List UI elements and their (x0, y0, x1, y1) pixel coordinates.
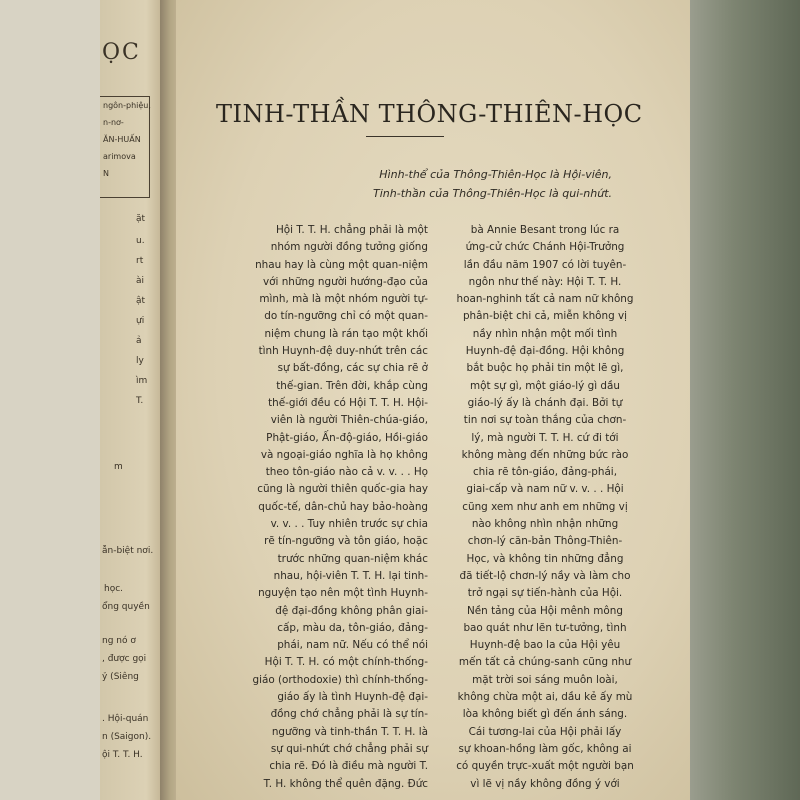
text-line: giai-cấp và nam nữ v. v. . . Hội (466, 483, 624, 496)
text-line: rẽ tín-ngưỡng và tôn giáo, hoặc (264, 535, 428, 548)
title-underline (366, 136, 444, 137)
prev-box-line: N (103, 169, 109, 178)
text-line: Hội T. T. H. chẳng phải là một (275, 224, 428, 236)
text-line: giáo-lý ấy là chánh đại. Bởi tự (467, 396, 623, 409)
text-line: lý, mà người T. T. H. cứ đi tới (471, 431, 619, 444)
prev-page-fragment: ội T. T. H. (102, 750, 143, 760)
prev-page-fragment: ẫn-biệt nơi. (102, 546, 154, 556)
text-line: tình Huynh-đệ duy-nhứt trên các (258, 345, 428, 358)
text-line: với những người hướng-đạo của (263, 275, 428, 288)
prev-page-fragment: . Hội-quán (102, 714, 149, 724)
text-line: có quyền trực-xuất một người bạn (456, 760, 634, 773)
epigraph-line: Hình-thể của Thông-Thiên-Học là Hội-viên, (379, 168, 612, 181)
text-line: nguyện tạo nên một tình Huynh- (258, 587, 428, 600)
previous-page (100, 0, 166, 800)
text-line: cấp, màu da, tôn-giáo, đảng- (277, 621, 428, 634)
text-line: ngôn như thế này: Hội T. T. H. (468, 275, 622, 288)
text-line: phân-biệt chi cả, miễn không vị (462, 310, 628, 323)
text-line: đệ đại-đồng không phân giai- (275, 604, 428, 617)
prev-page-fragment: ổng quyền (102, 602, 150, 612)
prev-box-line: ĂN-HUẤN (103, 135, 141, 144)
text-line: thế-giới đều có Hội T. T. H. Hội- (268, 396, 428, 409)
prev-page-fragment: ật (136, 296, 146, 306)
text-line: niệm chung là rán tạo một khối (264, 327, 428, 340)
prev-page-fragment: m (114, 462, 123, 472)
prev-page-fragment: ỷ (Siêng (102, 672, 139, 682)
prev-page-fragment: học. (104, 584, 124, 594)
text-line: Huynh-đệ đại-đồng. Hội không (465, 345, 625, 358)
prev-page-fragment: n (Saigon). (102, 732, 152, 742)
text-line: không màng đến những bức rào (461, 448, 629, 461)
prev-page-fragment: , được gọi (102, 654, 147, 664)
text-line: sự bất-đồng, các sự chia rẽ ở (277, 362, 428, 375)
epigraph-line: Tinh-thần của Thông-Thiên-Học là qui-nhứt. (373, 187, 612, 200)
text-line: Hội T. T. H. có một chính-thống- (264, 656, 428, 669)
text-line: thế-gian. Trên đời, khắp cùng (276, 379, 428, 392)
text-line: nào không nhìn nhận những (471, 518, 619, 531)
text-line: hoan-nghinh tất cả nam nữ không (456, 293, 634, 306)
text-line: ngưỡng và tinh-thần T. T. H. là (271, 725, 428, 738)
text-line: do tín-ngưỡng chỉ có một quan- (264, 310, 428, 323)
text-line: và ngoại-giáo nghĩa là họ không (260, 448, 428, 461)
text-line: giáo ấy là tình Huynh-đệ đại- (277, 691, 428, 704)
prev-page-fragment: ng nó ơ (102, 636, 136, 646)
text-line: viên là người Thiên-chúa-giáo, (270, 414, 428, 427)
prev-page-fragment: ựi (136, 316, 145, 326)
prev-box-line: ngôn-phiệu, (103, 101, 151, 110)
text-line: trở ngại sự tiến-hành của Hội. (467, 587, 623, 600)
text-line: bắt buộc họ phải tin một lẽ gì, (466, 362, 624, 375)
text-line: một sự gì, một giáo-lý gì dầu (470, 379, 620, 392)
text-line: sự qui-nhứt chớ chẳng phải sự (270, 742, 428, 755)
prev-box-line: arimova (103, 152, 136, 161)
text-line: theo tôn-giáo nào cả v. v. . . Họ (265, 466, 428, 479)
prev-page-fragment: ài (136, 276, 145, 286)
text-line: vì lẽ vị nầy không đồng ý với (470, 777, 620, 790)
text-line: chia rẽ tôn-giáo, đảng-phái, (472, 466, 618, 479)
text-line: ứng-cử chức Chánh Hội-Trưởng (465, 241, 625, 254)
text-line: đồng chớ chẳng phải là sự tín- (270, 708, 428, 721)
text-line: mặt trời soi sáng muôn loài, (472, 673, 618, 686)
prev-page-fragment: ly (136, 356, 144, 366)
left-column (216, 222, 428, 793)
prev-box-line: n-nơ- (103, 118, 124, 127)
text-line: lần đầu năm 1907 có lời tuyên- (463, 258, 627, 271)
text-line: trước những quan-niệm khác (277, 552, 428, 565)
text-line: đã tiết-lộ chơn-lý nầy và làm cho (459, 569, 631, 582)
text-line: cũng xem như anh em những vị (462, 500, 628, 513)
text-line: bao quát như lẽn tư-tưởng, tình (463, 621, 627, 634)
text-line: Cái tương-lai của Hội phải lấy (468, 725, 622, 738)
text-line: Học, và không tin những đẳng (466, 552, 624, 565)
prev-page-header: ỌC (102, 40, 141, 65)
prev-page-fragment: ặt (136, 214, 146, 224)
text-line: Huynh-đệ bao la của Hội yêu (469, 639, 621, 652)
text-line: bà Annie Besant trong lúc ra (470, 224, 620, 236)
text-line: nầy nhìn nhận một mối tình (472, 327, 618, 340)
text-line: nhau hay là cùng một quan-niệm (255, 258, 428, 271)
text-line: T. H. không thể quên đặng. Đức (263, 777, 428, 790)
book-page (176, 0, 690, 800)
text-line: Phật-giáo, Ấn-độ-giáo, Hồi-giáo (266, 431, 428, 444)
text-line: mình, mà là một nhóm người tự- (259, 293, 428, 306)
text-line: không chừa một ai, dầu kẻ ấy mù (457, 691, 633, 704)
prev-page-fragment: rt (136, 256, 144, 266)
prev-page-fragment: ìm (136, 376, 148, 386)
right-column (442, 222, 648, 793)
text-line: phái, nam nữ. Nếu có thể nói (277, 639, 428, 652)
epigraph (306, 165, 612, 203)
prev-page-fragment: ả (136, 336, 142, 346)
text-line: Nền tảng của Hội mênh mông (467, 604, 623, 617)
prev-page-fragment: u. (136, 236, 145, 246)
prev-page-box (100, 96, 150, 198)
text-line: v. v. . . Tuy nhiên trước sự chia (270, 518, 428, 531)
prev-page-fragment: T. (136, 396, 144, 406)
background-right (690, 0, 800, 800)
text-line: chia rẽ. Đó là điều mà người T. (269, 760, 428, 773)
text-line: lòa không biết gì đến ánh sáng. (462, 708, 628, 721)
text-line: quốc-tế, dân-chủ hay bảo-hoàng (258, 500, 428, 513)
text-line: giáo (orthodoxie) thì chính-thống- (252, 673, 428, 686)
text-line: mến tất cả chúng-sanh cũng như (458, 656, 632, 669)
text-line: nhóm người đồng tưởng giống (270, 241, 428, 254)
text-line: nhau, hội-viên T. T. H. lại tinh- (273, 569, 428, 582)
text-line: chơn-lý căn-bản Thông-Thiên- (467, 535, 623, 548)
text-line: cũng là người thiên quốc-gia hay (257, 483, 428, 496)
text-line: tin nơi sự toàn thắng của chơn- (463, 414, 627, 427)
text-line: sự khoan-hồng làm gốc, không ai (458, 742, 632, 755)
background-left (0, 0, 100, 800)
article-title: TINH-THẦN THÔNG-THIÊN-HỌC (216, 100, 643, 128)
